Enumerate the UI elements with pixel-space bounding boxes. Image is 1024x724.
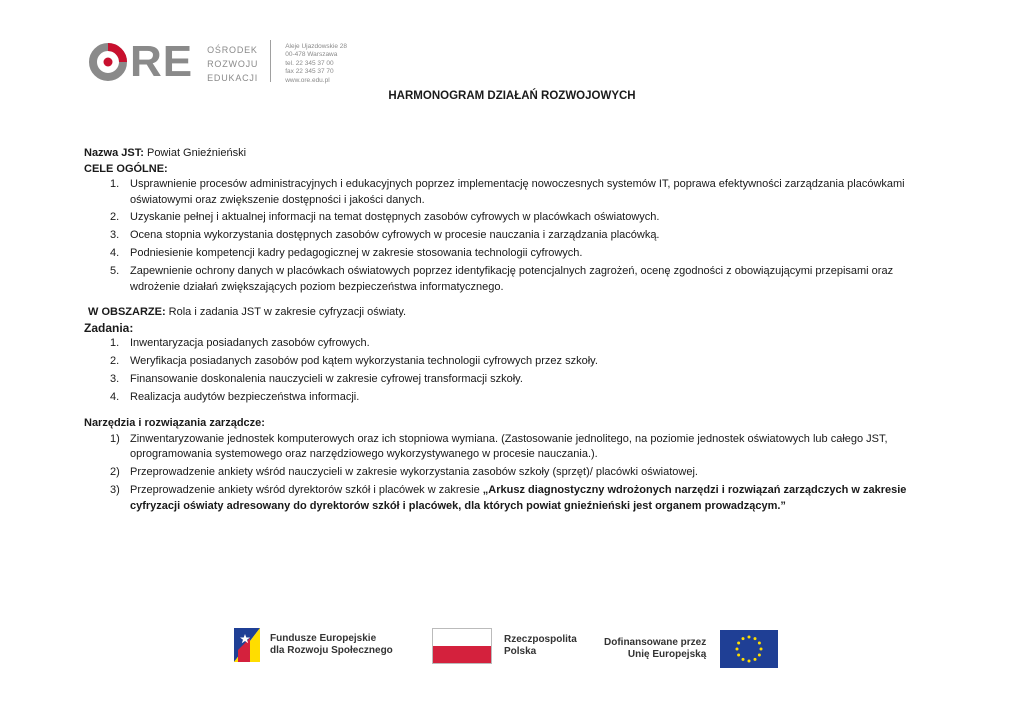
list-text: Przeprowadzenie ankiety wśród nauczycieli w zakresie wykorzystania zasobów szkoły (sprzęt)/ placówki oświatowej. (130, 466, 698, 479)
list-text: Przeprowadzenie ankiety wśród dyrektorów szkół i placówek w zakresie (130, 484, 483, 497)
list-text: Podniesienie kompetencji kadry pedagogicznej w zakresie stosowania technologii cyfrowych. (130, 247, 583, 260)
contact-line: tel. 22 345 37 00 (285, 59, 334, 67)
obszar-label: W OBSZARZE: (88, 306, 166, 319)
list-number: 3. (110, 229, 120, 242)
eu-flag-icon (720, 630, 778, 668)
list-item (84, 264, 944, 295)
contact-line: 00-478 Warszawa (285, 51, 338, 59)
eu-star (758, 642, 761, 645)
zadania-list (84, 336, 944, 405)
eu-star (758, 654, 761, 657)
list-number: 1) (110, 432, 120, 445)
ore-logo (88, 37, 194, 86)
contact-line: Aleje Ujazdowskie 28 (285, 43, 348, 50)
cele-heading: CELE OGÓLNE: (84, 162, 168, 175)
eu-line: Dofinansowane przez (604, 637, 707, 648)
rp-label (504, 634, 577, 658)
rzeczpospolita-logo (432, 628, 577, 664)
eu-star (748, 636, 751, 639)
eu-label (604, 637, 706, 661)
list-number: 2. (110, 354, 120, 367)
page-header (88, 37, 348, 86)
list-number: 5. (110, 265, 120, 278)
list-item (84, 390, 944, 406)
eu-star (760, 648, 763, 651)
jst-value: Powiat Gnieźnieński (143, 147, 247, 159)
list-item (84, 336, 944, 352)
eu-line: Unię Europejską (627, 649, 707, 660)
eu-star (742, 658, 745, 661)
list-number: 1. (110, 178, 120, 190)
funding-logos-footer (0, 624, 1024, 674)
eu-star (742, 637, 745, 640)
list-item (84, 372, 944, 388)
list-item (84, 210, 944, 226)
eu-star (754, 637, 757, 640)
narzedzia-list (84, 432, 944, 514)
eu-star (754, 658, 757, 661)
eu-star (737, 642, 740, 645)
institution-line: ROZWOJU (207, 59, 259, 69)
list-number: 4. (110, 247, 120, 260)
list-item (84, 228, 944, 244)
list-item (84, 465, 944, 481)
fe-label (270, 633, 393, 657)
ore-logo-ring-icon (88, 42, 128, 82)
eu-star (748, 660, 751, 663)
document-body (84, 146, 944, 516)
list-number: 2) (110, 466, 120, 479)
list-text: Finansowanie doskonalenia nauczycieli w zakresie cyfrowej transformacji szkoły. (130, 372, 523, 385)
eu-star (737, 654, 740, 657)
obszar-line (84, 305, 944, 321)
list-text-bold: „Arkusz diagnostyczny wdrożonych narzędzi i rozwiązań zarządczych w zakresie cyfryzacji oświaty adresowany do dyrektorów szkół i placówek, dla których powiat gnieźnieński jest organem prowadzącym.” (130, 484, 907, 512)
contact-line: fax 22 345 37 70 (285, 68, 334, 76)
institution-line: OŚRODEK (207, 45, 258, 55)
list-item (84, 483, 944, 514)
contact-line: www.ore.edu.pl (285, 76, 330, 84)
list-item (84, 432, 944, 463)
list-item (84, 246, 944, 262)
list-number: 2. (110, 211, 120, 224)
fe-line: dla Rozwoju Społecznego (270, 645, 393, 656)
list-text: Weryfikacja posiadanych zasobów pod kątem wykorzystania technologii cyfrowych przez szkoły. (130, 354, 598, 367)
list-text: Ocena stopnia wykorzystania dostępnych zasobów cyfrowych w procesie nauczania i zarządzania placówką. (130, 229, 660, 242)
document-title: HARMONOGRAM DZIAŁAŃ ROZWOJOWYCH (388, 90, 636, 102)
list-text: Inwentaryzacja posiadanych zasobów cyfrowych. (130, 337, 370, 350)
zadania-heading: Zadania: (84, 320, 134, 335)
fe-line: Fundusze Europejskie (270, 633, 377, 644)
contact-info (285, 43, 347, 85)
narzedzia-heading: Narzędzia i rozwiązania zarządcze: (84, 417, 265, 430)
cele-list (84, 177, 944, 295)
ore-logo-letters: RE (130, 37, 194, 86)
institution-line: EDUKACJI (207, 73, 259, 83)
list-number: 3. (110, 372, 120, 385)
rp-line: Polska (504, 646, 537, 657)
rp-line: Rzeczpospolita (504, 634, 577, 645)
list-text: Usprawnienie procesów administracyjnych i edukacyjnych poprzez implementację nowoczesnych systemów IT, poprawa efektywności zarządzania placówkami oświatowymi oraz zwiększenie dostępności i jakości danych. (130, 178, 905, 206)
list-text: Uzyskanie pełnej i aktualnej informacji na temat dostępnych zasobów cyfrowych w placówkach oświatowych. (130, 211, 660, 224)
jst-label: Nazwa JST: (84, 147, 144, 159)
list-item (84, 177, 944, 208)
list-text: Realizacja audytów bezpieczeństwa informacji. (130, 390, 360, 403)
eu-funding-logo (604, 630, 778, 668)
fe-emblem-icon (232, 626, 262, 664)
list-item (84, 354, 944, 370)
jst-line (84, 146, 944, 162)
list-number: 3) (110, 484, 120, 497)
list-number: 1. (110, 337, 120, 350)
list-text: Zapewnienie ochrony danych w placówkach oświatowych poprzez identyfikację potencjalnych zagrożeń, ocenę zgodności z obowiązującymi przepisami oraz wdrożenie działań zwiększających poziom bezpieczeństwa informatycznego. (130, 265, 894, 293)
list-text: Zinwentaryzowanie jednostek komputerowych oraz ich stopniowa wymiana. (Zastosowanie jednolitego, na poziomie jednostek oświatowych lub całego JST, oprogramowania systemowego oraz narzędziowego wykorzystywanego w procesie nauczania.). (130, 432, 888, 461)
list-number: 4. (110, 390, 120, 403)
obszar-value: Rola i zadania JST w zakresie cyfryzacji oświaty. (165, 306, 407, 319)
institution-name (207, 43, 258, 85)
header-divider (270, 40, 271, 82)
eu-star (736, 648, 739, 651)
polish-flag-icon (432, 628, 492, 664)
fundusze-europejskie-logo (232, 626, 393, 664)
